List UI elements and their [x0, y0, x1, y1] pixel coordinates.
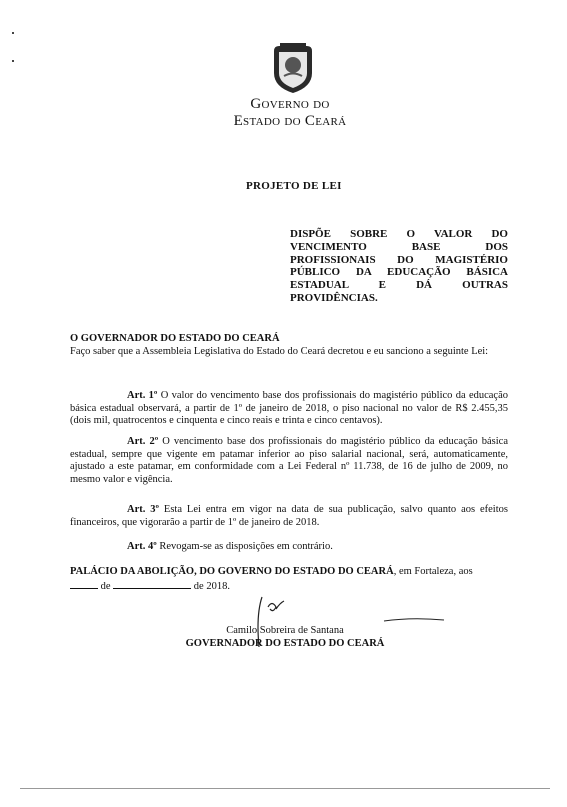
article-4-text: Revogam-se as disposições em contrário.: [156, 541, 333, 552]
ementa-line: PROVIDÊNCIAS.: [290, 291, 378, 304]
scan-dot: [12, 32, 14, 34]
article-3-label: Art. 3º: [127, 504, 159, 515]
palace-city: , em Fortaleza, aos: [393, 566, 473, 577]
ementa-line: ESTADUAL E DÁ OUTRAS: [290, 279, 508, 292]
article-2-label: Art. 2º: [127, 436, 159, 447]
article-2-text: O vencimento base dos profissionais do magistério público da educação básica estadual, sempre que vigente em patamar inferior ao piso salarial nacional, será, automaticamente, ajustado a este patamar, em conformidade com a Lei Federal nº 11.738, de 16 de julho de 2009, no mesmo valor e vigência.: [70, 436, 508, 485]
gov-line-1: Governo do: [250, 96, 330, 112]
ementa-line: DISPÕE SOBRE O VALOR DO: [290, 228, 508, 240]
month-blank: [113, 579, 191, 589]
ementa-line: PROFISSIONAIS DO MAGISTÉRIO: [290, 253, 508, 266]
ementa-line: PÚBLICO DA EDUCAÇÃO BÁSICA: [290, 266, 508, 279]
article-2: [70, 436, 508, 486]
signer-name: Camilo Sobreira de Santana: [226, 625, 344, 636]
article-1-text: O valor do vencimento base dos profissionais do magistério público da educação básica estadual observará, a partir de 1º de janeiro de 2018, o piso nacional no valor de R$ 2.455,35 (dois mil, quatrocentos e cinquenta e cinco reais e trinta e cinco centavos).: [70, 390, 508, 427]
place-and-date: [70, 566, 508, 593]
article-1-label: Art. 1º: [127, 390, 158, 401]
scan-dot: [12, 60, 14, 62]
ementa: [290, 228, 508, 305]
date-connector: de: [98, 580, 114, 592]
government-title: [160, 96, 420, 130]
signature-block: [150, 624, 420, 650]
gov-line-2: Estado do Ceará: [233, 113, 347, 129]
signer-role: GOVERNADOR DO ESTADO DO CEARÁ: [185, 638, 385, 649]
palace-name: PALÁCIO DA ABOLIÇÃO, DO GOVERNO DO ESTADO DO CEARÁ: [70, 566, 394, 577]
governor-heading: O GOVERNADOR DO ESTADO DO CEARÁ: [70, 333, 280, 344]
article-1: [70, 390, 508, 428]
article-3: [70, 504, 508, 529]
day-blank: [70, 579, 98, 589]
ementa-line: VENCIMENTO BASE DOS: [290, 240, 508, 253]
page-bottom-rule: [20, 788, 550, 789]
document-type-title: PROJETO DE LEI: [246, 180, 342, 192]
article-3-text: Esta Lei entra em vigor na data de sua publicação, salvo quanto aos efeitos financeiros, que vigorarão a partir de 1º de janeiro de 2018.: [70, 504, 508, 528]
state-coat-of-arms-icon: [270, 43, 316, 95]
article-4: [70, 541, 508, 554]
enactment-clause: Faço saber que a Assembleia Legislativa do Estado do Ceará decretou e eu sanciono a seguinte Lei:: [70, 346, 489, 357]
date-year: de 2018.: [191, 580, 230, 592]
article-4-label: Art. 4º: [127, 541, 157, 552]
